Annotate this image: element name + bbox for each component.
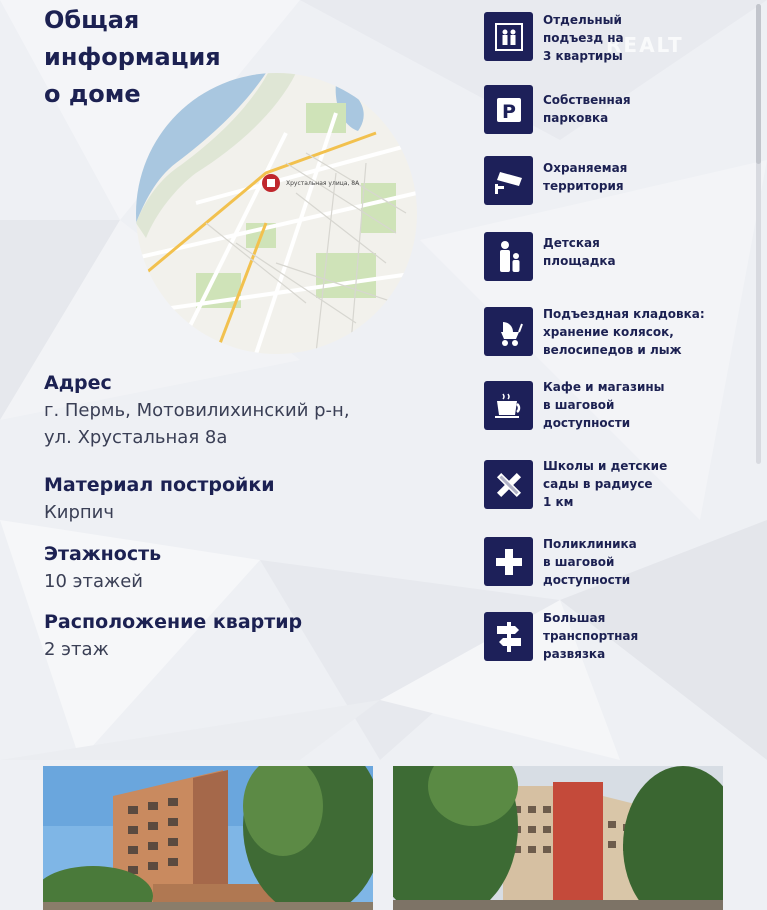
feature-transport: Большая транспортная развязка xyxy=(484,612,744,662)
material-label: Материал постройки xyxy=(44,474,275,496)
elevator-icon xyxy=(484,12,533,61)
watermark: REALT xyxy=(606,33,684,57)
floors-value: 10 этажей xyxy=(44,571,144,592)
medical-cross-icon xyxy=(484,537,533,586)
scrollbar-thumb[interactable] xyxy=(756,4,761,164)
pencil-ruler-icon xyxy=(484,460,533,509)
material-block xyxy=(44,474,275,526)
address-value: г. Пермь, Мотовилихинский р-н, ул. Хрустальная 8а xyxy=(44,400,350,448)
floors-label: Этажность xyxy=(44,543,162,565)
building-photo-1[interactable] xyxy=(43,766,373,910)
security-camera-icon xyxy=(484,156,533,205)
layout-block xyxy=(44,611,302,663)
feature-guarded-territory: Охраняемая территория xyxy=(484,156,744,206)
page-title: Общая информация о доме xyxy=(44,6,221,108)
feature-parking: P Собственная парковка xyxy=(484,85,744,135)
signpost-icon xyxy=(484,612,533,661)
location-map[interactable] xyxy=(136,73,417,354)
coffee-cup-icon xyxy=(484,381,533,430)
layout-label: Расположение квартир xyxy=(44,611,303,633)
family-icon xyxy=(484,232,533,281)
floors-block xyxy=(44,543,161,595)
feature-separate-entrance: Отдельный подъезд на 3 квартиры xyxy=(484,12,744,62)
layout-value: 2 этаж xyxy=(44,639,109,660)
feature-playground: Детская площадка xyxy=(484,232,744,282)
scrollbar[interactable] xyxy=(756,4,761,464)
address-label: Адрес xyxy=(44,372,112,394)
map-label: Хрустальная улица, 8А xyxy=(286,180,360,187)
feature-storage: Подъездная кладовка: хранение колясок, велосипедов и лыж xyxy=(484,307,744,357)
feature-clinic: Поликлиника в шаговой доступности xyxy=(484,537,744,587)
parking-icon xyxy=(484,85,533,134)
feature-schools: Школы и детские сады в радиусе 1 км xyxy=(484,460,744,510)
svg-text:P: P xyxy=(501,100,516,123)
address-block xyxy=(44,372,350,451)
material-value: Кирпич xyxy=(44,502,115,523)
stroller-icon xyxy=(484,307,533,356)
building-photo-2[interactable] xyxy=(393,766,723,910)
feature-cafes-shops: Кафе и магазины в шаговой доступности xyxy=(484,381,744,431)
